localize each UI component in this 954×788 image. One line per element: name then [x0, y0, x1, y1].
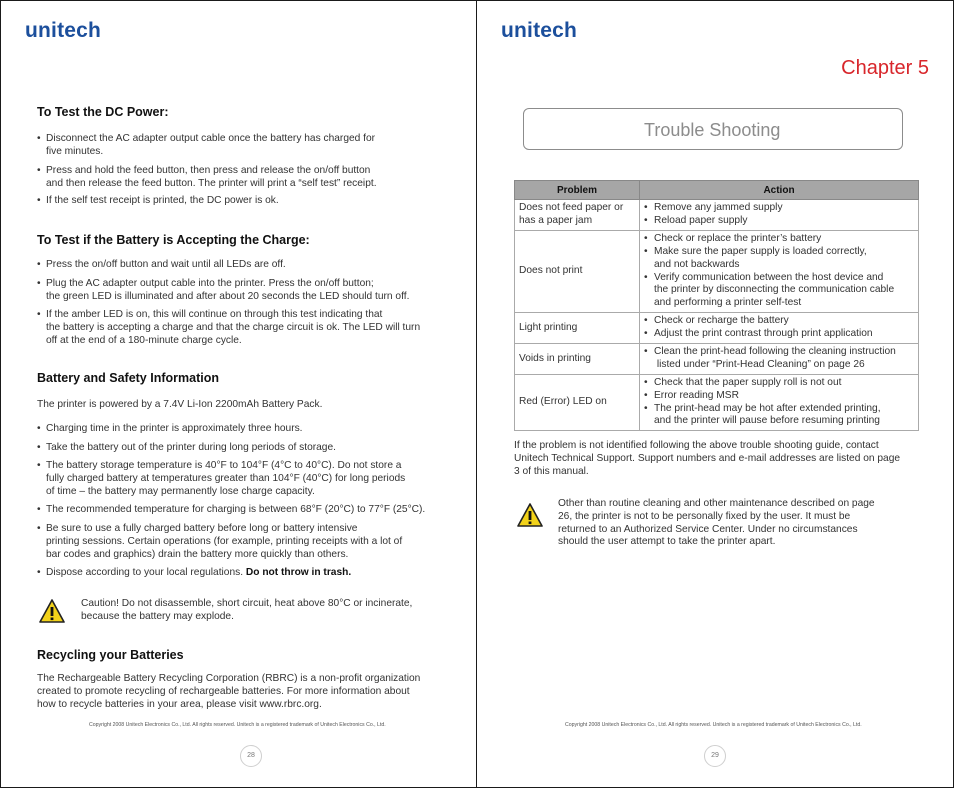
table-row [515, 344, 919, 375]
trouble-shooting-table [514, 180, 919, 431]
copyright-footer: Copyright 2008 Unitech Electronics Co., Ltd. All rights reserved. Unitech is a registered trademark of Unitech Electronics Co., Ltd. [89, 722, 386, 728]
list-item: • Take the battery out of the printer during long periods of storage. [37, 442, 336, 453]
problem-cell: Does not feed paper or has a paper jam [515, 200, 640, 231]
recycling-heading: Recycling your Batteries [37, 648, 184, 662]
list-item: • Disconnect the AC adapter output cable once the battery has charged for five minutes. [37, 133, 376, 157]
list-item: • Charging time in the printer is approximately three hours. [37, 423, 303, 434]
page-number: 29 [704, 745, 726, 767]
list-item: • Be sure to use a fully charged battery before long or battery intensive printing sessions. Certain operations (for example, printing receipts with a lot of bar codes and graphics) drain the battery more quickly than others. [37, 523, 403, 560]
column-header-problem: Problem [515, 181, 640, 200]
warning-icon [517, 503, 543, 527]
right-page [476, 0, 954, 788]
warning-icon [39, 599, 65, 623]
problem-cell: Voids in printing [515, 344, 640, 375]
problem-cell: Does not print [515, 231, 640, 313]
table-row [515, 375, 919, 431]
unitech-logo: unitech [25, 19, 102, 42]
support-note: If the problem is not identified following the above trouble shooting guide, contact Unitech Technical Support. Support numbers and e-mail addresses are listed on page 3 of this manual. [514, 440, 901, 477]
list-item: • If the amber LED is on, this will continue on through this test indicating that the battery is accepting a charge and that the charge circuit is ok. The LED will turn off at the end of a 180-minute charge cycle. [37, 309, 421, 346]
dc-power-heading: To Test the DC Power: [37, 105, 169, 119]
table-row [515, 231, 919, 313]
list-item: • Press the on/off button and wait until all LEDs are off. [37, 259, 286, 270]
battery-intro: The printer is powered by a 7.4V Li-Ion 2200mAh Battery Pack. [37, 399, 323, 410]
table-row [515, 200, 919, 231]
problem-cell: Light printing [515, 313, 640, 344]
section-title: Trouble Shooting [644, 120, 781, 140]
section-title-box [523, 108, 903, 150]
action-cell: • Check or replace the printer’s battery • Make sure the paper supply is loaded correctly, and not backwards • Verify communication between the host device and the printer by disconnecting the communication cable and performing a printer self-test [640, 231, 919, 313]
column-header-action: Action [640, 181, 919, 200]
recycling-paragraph: The Rechargeable Battery Recycling Corporation (RBRC) is a non-profit organization created to promote recycling of rechargeable batteries. For more information about how to recycle batteries in your area, please visit www.rbrc.org. [37, 673, 421, 710]
charge-test-heading: To Test if the Battery is Accepting the Charge: [37, 233, 310, 247]
action-cell: • Clean the print-head following the cleaning instruction listed under “Print-Head Cleaning” on page 26 [640, 344, 919, 375]
action-cell: • Check that the paper supply roll is not out • Error reading MSR • The print-head may be hot after extended printing, and the printer will pause before resuming printing [640, 375, 919, 431]
page-number: 28 [240, 745, 262, 767]
list-item: • Dispose according to your local regulations. Do not throw in trash. [37, 567, 352, 578]
problem-cell: Red (Error) LED on [515, 375, 640, 431]
chapter-label: Chapter 5 [841, 57, 929, 79]
action-cell: • Check or recharge the battery • Adjust the print contrast through print application [640, 313, 919, 344]
repair-warning-text: Other than routine cleaning and other maintenance described on page 26, the printer is not to be personally fixed by the user. It must be returned to an Authorized Service Center. Under no circumstances should the user attempt to take the printer apart. [558, 498, 875, 548]
list-item: • Plug the AC adapter output cable into the printer. Press the on/off button; the green LED is illuminated and after about 20 seconds the LED should turn off. [37, 278, 410, 302]
caution-text: Caution! Do not disassemble, short circuit, heat above 80°C or incinerate, because the battery may explode. [81, 598, 413, 622]
list-item: • The recommended temperature for charging is between 68°F (20°C) to 77°F (25°C). [37, 504, 426, 515]
list-item: • Press and hold the feed button, then press and release the on/off button and then release the feed button. The printer will print a “self test” receipt. [37, 165, 377, 189]
copyright-footer: Copyright 2008 Unitech Electronics Co., Ltd. All rights reserved. Unitech is a registered trademark of Unitech Electronics Co., Ltd. [565, 722, 862, 728]
list-item: • The battery storage temperature is 40°F to 104°F (4°C to 40°C). Do not store a fully charged battery at temperatures greater than 104°F (40°C) for long periods of time – the battery may permanently lose charge capacity. [37, 460, 406, 497]
table-header-row [515, 181, 919, 200]
battery-safety-heading: Battery and Safety Information [37, 371, 219, 385]
list-item: • If the self test receipt is printed, the DC power is ok. [37, 195, 279, 206]
action-cell: • Remove any jammed supply • Reload paper supply [640, 200, 919, 231]
table-row [515, 313, 919, 344]
unitech-logo: unitech [501, 19, 578, 42]
